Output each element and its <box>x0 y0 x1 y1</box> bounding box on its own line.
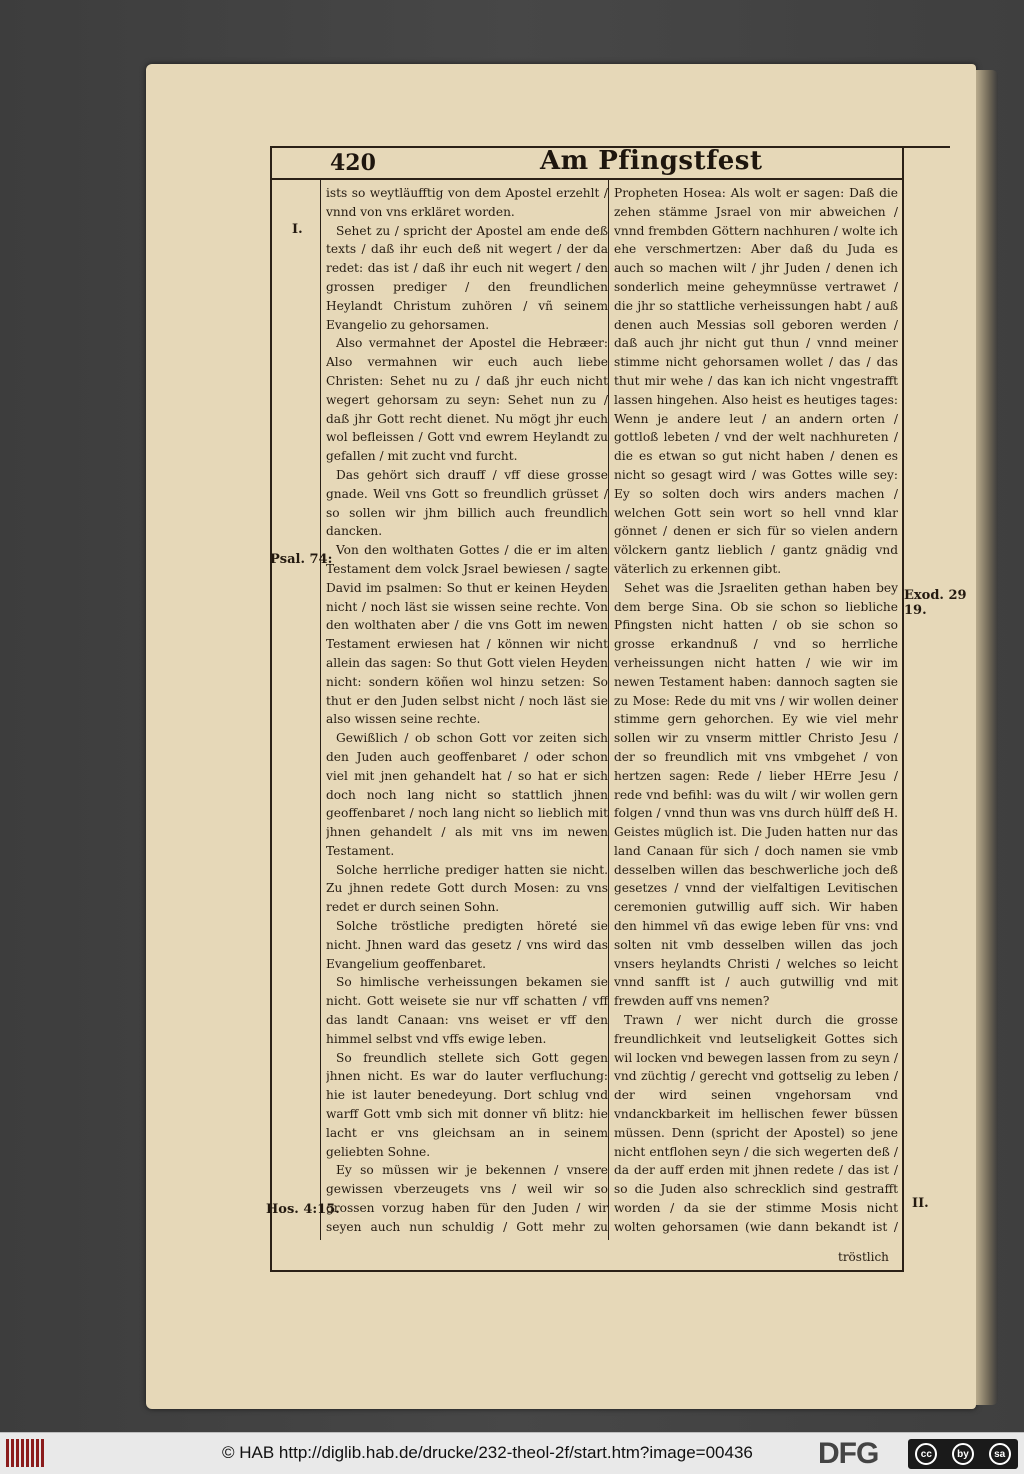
paragraph: Solche tröstliche predigten höreté sie nicht. Jhnen ward das gesetz / vns wird das Evangelium geoffenbaret. <box>326 919 608 971</box>
cc-icon: cc <box>915 1443 937 1465</box>
paragraph: Von den wolthaten Gottes / die er im alten Testament dem volck Jsrael bewiesen / sagte David im psalmen: So thut er keinen Heyden nicht / noch läst sie wissen seine rechte. Von den wolthaten aber / die vns Gott im newen Testament erwiesen hat / können wir nicht allein das sagen: So thut Gott vielen Heyden nicht: sondern köñen wol hinzu setzen: So thut er den Juden selbst nicht / noch läst sie also wissen seine rechte. <box>326 543 608 727</box>
by-icon: by <box>952 1443 974 1465</box>
paragraph: Propheten Hosea: Als wolt er sagen: Daß die zehen stämme Jsrael von mir abweichen / vnnd frembden Göttern nachhuren / wolte ich ehe verschmertzen: Aber daß du Juda es auch so machen wilt / jhr Juden / denen ich sonderlich meine geheymnüsse vertrawet / die jhr so stattliche verheissungen habt / auß denen auch Messias soll geboren werden / daß auch jhr nicht gut thun / vnnd meiner stimme nicht gehorsamen wollet / das / das thut mir wehe / das kan ich nicht vngestrafft lassen hingehen. Also heist es heutiges tages: Wenn je andere leut / an andern orten / gottloß lebeten / vnd der welt nachhureten / die es etwan so gut nicht haben / denen es nicht so gesagt wird / was Gottes wille sey: Ey so solten doch wirs anders machen / welchen Gott sein wort so hell vnnd klar gönnet / denen er sich für so vielen andern völckern gantz lieblich / gantz gnädig vnd väterlich zu erkennen gibt. <box>614 186 898 576</box>
page-number: 420 <box>330 150 376 176</box>
paragraph: So freundlich stellete sich Gott gegen jhnen nicht. Es war do lauter verfluchung: hie ist lauter benedeyung. Dort schlug vnd warff Gott vmb sich mit donner vñ blitz: hie lacht er vns gleichsam an in seinem geliebten Sohne. <box>326 1050 608 1159</box>
right-text-column <box>614 184 898 1239</box>
viewer-footer <box>0 1432 1024 1474</box>
left-text-column <box>326 184 608 1239</box>
running-head: Am Pfingstfest <box>540 146 763 176</box>
page-edge <box>976 70 998 1405</box>
margin-note-roman-1: I. <box>292 222 303 237</box>
margin-note-exodus: Exod. 29 19. <box>904 588 967 618</box>
margin-divider <box>320 180 321 1240</box>
margin-note-psalm: Psal. 74: <box>270 552 333 567</box>
paragraph: Sehet was die Jsraeliten gethan haben bey dem berge Sina. Ob sie schon so liebliche Pfingsten nicht hatten / ob sie schon so grosse erkandnuß / vnd so herrliche verheissungen nicht hatten / wie wir im newen Testament haben: dannoch sagten sie zu Mose: Rede du mit vns / wir wollen deiner stimme gern gehorchen. Ey wie viel mehr sollen wir zu vnserm mittler Christo Jesu / der so freundlich mit vns vmbgehet / von hertzen sagen: Rede / lieber HErre Jesu / rede vnd befihl: was du wilt / wir wollen gern folgen / vnnd thun was vns durch hülff deß H. Geistes müglich ist. Die Juden hatten nur das land Canaan für sich / doch namen sie vmb desselben willen das beschwerliche joch deß gesetzes / vnnd der vielfaltigen Levitischen ceremonien gutwillig auff sich. Wir haben den himmel vñ das ewige leben für vns: vnd solten nit vmb desselben willen das joch vnsers heylandts Christi / welches so leicht vnnd sanfft ist / auch gutwillig vnd mit frewden auff vns nemen? <box>614 580 898 1009</box>
catchword: tröstlich <box>838 1250 889 1264</box>
paragraph: Gewißlich / ob schon Gott vor zeiten sich den Juden auch geoffenbaret / oder schon viel mit jnen gehandelt hat / so hat er sich doch noch lang nicht so stattlich jhnen geoffenbaret / noch lang nicht so lieblich mit jhnen gehandelt / als mit vns im newen Testament. <box>326 731 608 858</box>
paragraph: Solche herrliche prediger hatten sie nicht. Zu jhnen redete Gott durch Mosen: zu vns redet er durch seinen Sohn. <box>326 862 608 915</box>
margin-note-hosea: Hos. 4:15. <box>266 1202 340 1217</box>
cc-license-badge[interactable] <box>908 1439 1018 1469</box>
library-barcode-icon <box>6 1439 44 1467</box>
dfg-logo: DFG <box>818 1437 879 1470</box>
paragraph: So himlische verheissungen bekamen sie nicht. Gott weisete sie nur vff schatten / vff das landt Canaan: vns weiset er vff den himmel selbst vnd vffs ewige leben. <box>326 975 608 1046</box>
source-link[interactable]: © HAB http://diglib.hab.de/drucke/232-theol-2f/start.htm?image=00436 <box>222 1443 753 1462</box>
paragraph: Das gehört sich drauff / vff diese grosse gnade. Weil vns Gott so freundlich grüsset / so sollen wir jhm billich auch freundlich dancken. <box>326 467 608 539</box>
paragraph: Trawn / wer nicht durch die grosse freundlichkeit vnd leutseligkeit Gottes sich wil locken vnd bewegen lassen from zu seyn / vnd züchtig / gerecht vnd gottselig zu leben / der wird seinen vngehorsam vnd vndanckbarkeit im hellischen fewer büssen müssen. Denn (spricht der Apostel) so jene nicht entflohen seyn / die sich wegerten deß / da der auff erden mit jhnen redete / das ist / so die Juden also schrecklich sind gestrafft worden / da sie der stimme Mosis nicht wolten gehorsamen (wie dann bekandt ist / <box>614 1013 898 1234</box>
paragraph: Ey so müssen wir je bekennen / vnsere gewissen vberzeugets vns / weil wir so grossen vorzug haben für den Juden / wir seyen auch nun schuldig / Gott mehr zu <box>326 1163 608 1234</box>
paragraph: Also vermahnet der Apostel die Hebræer: Also vermahnen wir euch auch liebe Christen: Sehet nu zu / daß jhr euch nicht wegert gehorsam zu seyn: Sehet nun zu / daß jhr Gott recht dienet. Nu mögt jhr euch wol befleissen / Gott vnd ewrem Heylandt zu gefallen / mit zucht vnd furcht. <box>326 336 608 464</box>
column-divider <box>608 180 609 1240</box>
paragraph: ists so weytläufftig von dem Apostel erzehlt / vnnd von vns erkläret worden. <box>326 186 608 219</box>
margin-note-roman-2: II. <box>912 1196 929 1211</box>
sa-icon: sa <box>989 1443 1011 1465</box>
paragraph: Sehet zu / spricht der Apostel am ende deß texts / daß ihr euch deß nit wegert / der da redet: das ist / daß ihr euch nit wegert / den grossen prediger / den freundlichen Heylandt Christum zuhören / vñ seinem Evangelio zu gehorsamen. <box>326 223 608 332</box>
